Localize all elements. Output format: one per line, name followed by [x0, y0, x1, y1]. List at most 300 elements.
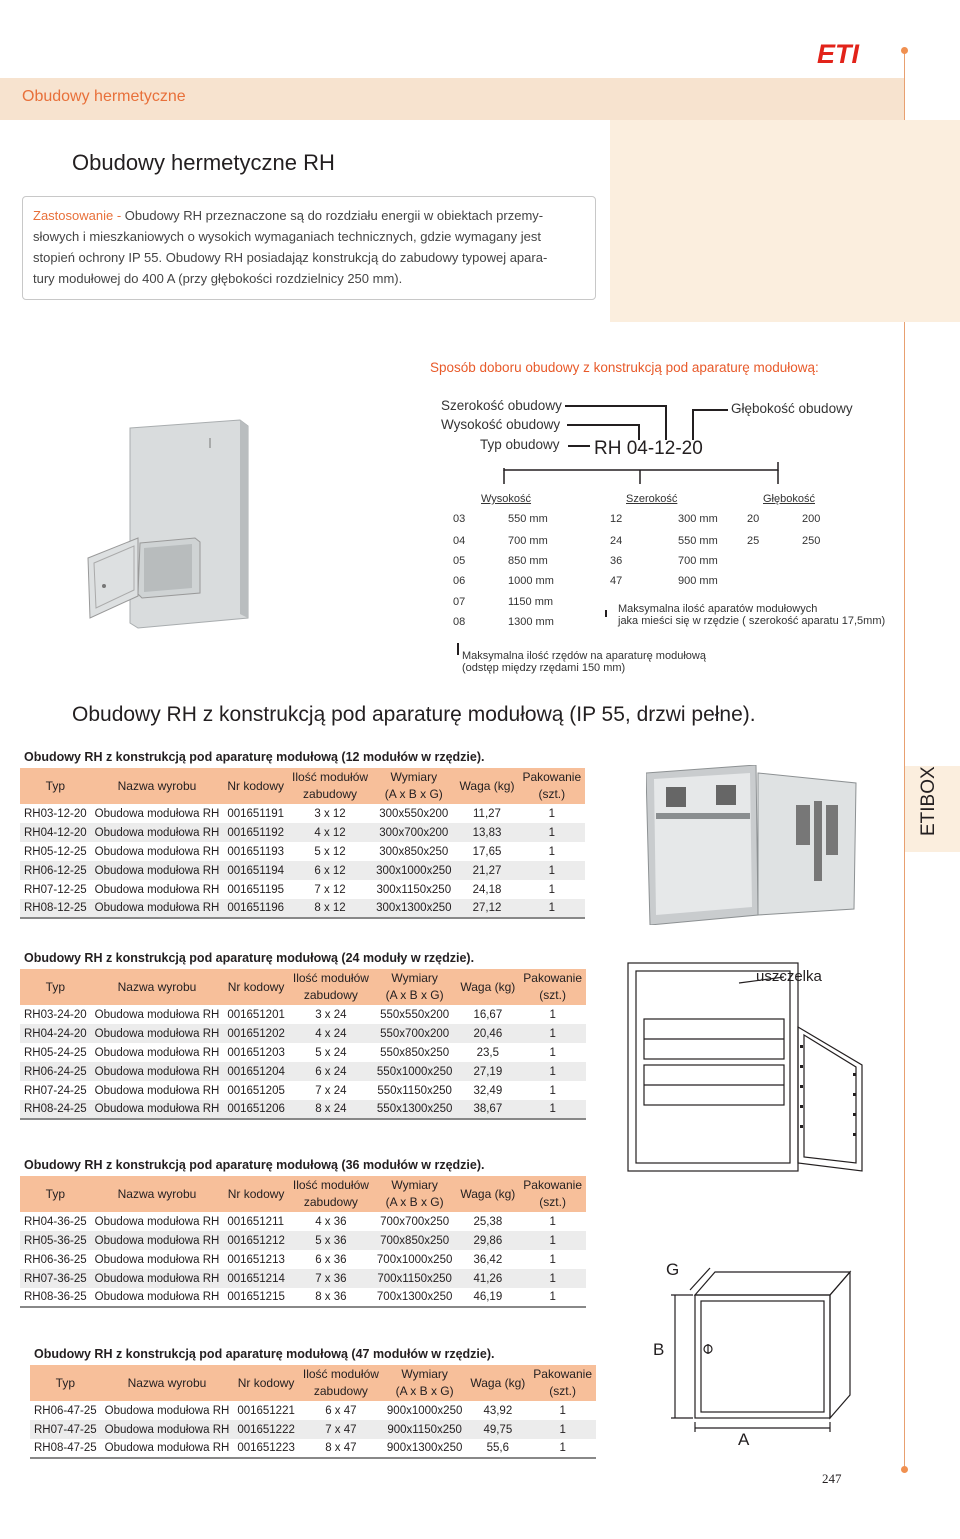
col-nazwa-text: Nazwa wyrobu [117, 979, 197, 994]
rule-dot-top [901, 47, 908, 54]
col-nazwa-cell: Obudowa modułowa RH [91, 880, 224, 899]
height-label: Wysokość obudowy [441, 417, 561, 432]
col-nazwa-cell: Obudowa modułowa RH [91, 861, 224, 880]
col-typ-cell: RH05-36-25 [20, 1231, 91, 1250]
col-pakowanie-text: Pakowanie [523, 971, 582, 985]
col-ilosc [299, 1365, 383, 1401]
col-typ-cell: RH06-36-25 [20, 1250, 91, 1269]
col-wymiary-cell: 300x1000x250 [372, 861, 455, 880]
width-note-1: Maksymalna ilość aparatów modułowych [618, 603, 818, 615]
table-row [20, 1231, 586, 1250]
col-nr-cell: 001651223 [233, 1439, 299, 1458]
section-header: Obudowy hermetyczne [22, 88, 186, 105]
col-pakowanie-cell: 1 [529, 1439, 596, 1458]
col-waga-cell: 24,18 [456, 880, 519, 899]
col-ilosc [289, 969, 373, 1005]
col-wymiary-cell: 550x1000x250 [373, 1062, 456, 1081]
col-waga-cell: 17,65 [456, 842, 519, 861]
col-ilosc-cell: 7 x 47 [299, 1420, 383, 1439]
height-note-1: Maksymalna ilość rzędów na aparaturę modułową [462, 650, 706, 662]
col-nr-cell: 001651222 [233, 1420, 299, 1439]
col-ilosc [288, 768, 372, 804]
col-head-depth: Głębokość [763, 493, 815, 505]
col-nazwa [91, 768, 224, 804]
col-waga [466, 1365, 529, 1401]
col-pakowanie-cell: 1 [518, 861, 585, 880]
col-waga-cell: 29,86 [456, 1231, 519, 1250]
table-row [20, 1081, 586, 1100]
col-typ [30, 1365, 101, 1401]
col-waga-text: Waga (kg) [460, 1186, 516, 1201]
col-pakowanie-cell: 1 [529, 1401, 596, 1420]
col-nazwa-text: Nazwa wyrobu [117, 1186, 197, 1201]
col-pakowanie-cell: 1 [519, 1100, 586, 1119]
col-pakowanie-cell: 1 [519, 1043, 586, 1062]
col-waga-cell: 46,19 [456, 1288, 519, 1307]
table-row [20, 1212, 586, 1231]
col-pakowanie-cell: 1 [519, 1062, 586, 1081]
dim-label-g: G [666, 1260, 680, 1279]
col-ilosc-cell: 8 x 24 [289, 1100, 373, 1119]
width-value: 300 mm [678, 513, 718, 525]
table-row [20, 1062, 586, 1081]
col-waga-text: Waga (kg) [459, 778, 515, 793]
col-pakowanie-cell: 1 [518, 823, 585, 842]
col-pakowanie-cell: 1 [519, 1005, 586, 1024]
col-nazwa-cell: Obudowa modułowa RH [91, 1005, 224, 1024]
col-wymiary [373, 1176, 456, 1212]
col-nr [233, 1365, 299, 1401]
col-waga-cell: 55,6 [466, 1439, 529, 1458]
col-ilosc-text: Ilość modułów [292, 971, 369, 985]
col-nr-text: Nr kodowy [227, 1186, 285, 1201]
col-wymiary-text: Wymiary [401, 1367, 448, 1381]
col-ilosc-cell: 6 x 24 [289, 1062, 373, 1081]
col-pakowanie-text: (szt.) [539, 1195, 566, 1209]
col-head-width: Szerokość [626, 493, 678, 505]
intro-line-2: słowych i mieszkaniowych o wysokich wymaganiach technicznych, gdzie wymagany jest [33, 229, 541, 244]
table-row [20, 861, 585, 880]
table-caption: Obudowy RH z konstrukcją pod aparaturę modułową (36 modułów w rzędzie). [24, 1158, 485, 1172]
height-value: 1000 mm [508, 575, 554, 587]
col-nr-cell: 001651205 [223, 1081, 289, 1100]
col-pakowanie-text: Pakowanie [523, 1178, 582, 1192]
width-note [618, 603, 885, 627]
col-nazwa-cell: Obudowa modułowa RH [101, 1401, 234, 1420]
col-wymiary-cell: 300x1150x250 [372, 880, 455, 899]
col-nazwa [91, 969, 224, 1005]
col-nazwa-cell: Obudowa modułowa RH [91, 1250, 224, 1269]
col-wymiary [372, 768, 455, 804]
col-wymiary [373, 969, 456, 1005]
col-nr-cell: 001651192 [223, 823, 288, 842]
col-nr-cell: 001651201 [223, 1005, 289, 1024]
dim-label-a: A [738, 1430, 750, 1449]
col-typ-text: Typ [45, 979, 65, 994]
col-nazwa-cell: Obudowa modułowa RH [91, 1269, 224, 1288]
width-value: 550 mm [678, 535, 718, 547]
col-waga-cell: 36,42 [456, 1250, 519, 1269]
col-ilosc-text: zabudowy [313, 1384, 368, 1398]
col-wymiary [383, 1365, 466, 1401]
col-wymiary-text: Wymiary [390, 770, 438, 784]
col-waga [456, 768, 519, 804]
col-ilosc-cell: 5 x 24 [289, 1043, 373, 1062]
col-typ-cell: RH08-47-25 [30, 1439, 101, 1458]
col-nr [223, 768, 288, 804]
table-36-modules [20, 1158, 586, 1308]
col-wymiary-cell: 300x700x200 [372, 823, 455, 842]
col-typ-text: Typ [55, 1375, 75, 1390]
col-typ-cell: RH03-24-20 [20, 1005, 91, 1024]
col-ilosc-cell: 5 x 36 [289, 1231, 373, 1250]
table-row [20, 880, 585, 899]
col-typ-cell: RH08-36-25 [20, 1288, 91, 1307]
col-wymiary-cell: 300x550x200 [372, 804, 455, 823]
height-value: 550 mm [508, 513, 548, 525]
col-pakowanie [519, 1176, 586, 1212]
table-row [20, 1005, 586, 1024]
col-nr-text: Nr kodowy [227, 778, 285, 793]
col-nr-cell: 001651203 [223, 1043, 289, 1062]
col-nazwa [101, 1365, 234, 1401]
height-value: 700 mm [508, 535, 548, 547]
col-nr-cell: 001651214 [223, 1269, 289, 1288]
col-nr-cell: 001651194 [223, 861, 288, 880]
col-wymiary-text: (A x B x G) [385, 988, 444, 1002]
col-typ [20, 768, 91, 804]
col-waga-text: Waga (kg) [470, 1375, 526, 1390]
col-typ-cell: RH07-47-25 [30, 1420, 101, 1439]
col-waga-cell: 11,27 [456, 804, 519, 823]
col-nr [223, 1176, 289, 1212]
col-ilosc-cell: 6 x 36 [289, 1250, 373, 1269]
table-caption: Obudowy RH z konstrukcją pod aparaturę modułową (24 moduły w rzędzie). [24, 951, 475, 965]
table-row [20, 1288, 586, 1307]
col-nazwa-cell: Obudowa modułowa RH [101, 1420, 234, 1439]
col-wymiary-cell: 550x1300x250 [373, 1100, 456, 1119]
col-pakowanie-cell: 1 [519, 1231, 586, 1250]
col-ilosc-cell: 8 x 47 [299, 1439, 383, 1458]
col-waga-cell: 13,83 [456, 823, 519, 842]
col-wymiary-cell: 550x700x200 [373, 1024, 456, 1043]
height-note [462, 650, 706, 674]
col-wymiary-text: Wymiary [391, 1178, 438, 1192]
col-wymiary-text: (A x B x G) [384, 787, 443, 801]
col-nazwa-cell: Obudowa modułowa RH [91, 1043, 224, 1062]
height-value: 1300 mm [508, 616, 554, 628]
table-row [30, 1401, 596, 1420]
depth-code: 25 [747, 535, 760, 547]
col-wymiary-text: Wymiary [391, 971, 438, 985]
col-waga-cell: 49,75 [466, 1420, 529, 1439]
col-nr-text: Nr kodowy [237, 1375, 295, 1390]
width-value: 700 mm [678, 555, 718, 567]
col-wymiary-cell: 700x1150x250 [373, 1269, 456, 1288]
col-nazwa [91, 1176, 224, 1212]
page-title: Obudowy hermetyczne RH [72, 150, 335, 175]
intro-line-1: Obudowy RH przeznaczone są do rozdziału energii w obiektach przemy- [124, 208, 544, 223]
table-row [20, 1043, 586, 1062]
col-nazwa-text: Nazwa wyrobu [127, 1375, 207, 1390]
col-ilosc [289, 1176, 373, 1212]
table-row [20, 804, 585, 823]
col-nr-cell: 001651196 [223, 899, 288, 918]
col-nazwa-text: Nazwa wyrobu [117, 778, 197, 793]
col-ilosc-text: Ilość modułów [292, 1178, 369, 1192]
col-nr-cell: 001651202 [223, 1024, 289, 1043]
col-nr-text: Nr kodowy [227, 979, 285, 994]
col-pakowanie-text: Pakowanie [533, 1367, 592, 1381]
table-row [20, 823, 585, 842]
height-code: 04 [453, 535, 466, 547]
col-nazwa-cell: Obudowa modułowa RH [91, 899, 224, 918]
col-pakowanie [518, 768, 585, 804]
col-wymiary-cell: 550x850x250 [373, 1043, 456, 1062]
section-title: Obudowy RH z konstrukcją pod aparaturę modułową (IP 55, drzwi pełne). [72, 703, 756, 726]
table-row [20, 1100, 586, 1119]
col-ilosc-cell: 5 x 12 [288, 842, 372, 861]
height-code: 08 [453, 616, 466, 628]
col-nr-cell: 001651204 [223, 1062, 289, 1081]
col-typ-cell: RH06-12-25 [20, 861, 91, 880]
width-code: 12 [610, 513, 623, 525]
col-ilosc-cell: 7 x 36 [289, 1269, 373, 1288]
col-waga-cell: 25,38 [456, 1212, 519, 1231]
intro-label: Zastosowanie - [33, 208, 125, 223]
col-ilosc-cell: 4 x 12 [288, 823, 372, 842]
col-typ [20, 969, 91, 1005]
table-12-modules [20, 750, 585, 919]
col-typ-cell: RH08-12-25 [20, 899, 91, 918]
col-pakowanie-cell: 1 [519, 1269, 586, 1288]
col-wymiary-cell: 900x1150x250 [383, 1420, 466, 1439]
col-ilosc-cell: 3 x 12 [288, 804, 372, 823]
col-pakowanie-cell: 1 [519, 1024, 586, 1043]
col-waga-cell: 20,46 [456, 1024, 519, 1043]
col-ilosc-cell: 7 x 24 [289, 1081, 373, 1100]
col-nr-cell: 001651193 [223, 842, 288, 861]
col-nazwa-cell: Obudowa modułowa RH [91, 1212, 224, 1231]
col-typ-text: Typ [45, 778, 65, 793]
table-caption: Obudowy RH z konstrukcją pod aparaturę modułową (12 modułów w rzędzie). [24, 750, 485, 764]
col-pakowanie-cell: 1 [518, 880, 585, 899]
col-typ-cell: RH07-36-25 [20, 1269, 91, 1288]
col-nr-cell: 001651191 [223, 804, 288, 823]
col-pakowanie-text: (szt.) [549, 1384, 576, 1398]
col-wymiary-cell: 900x1000x250 [383, 1401, 466, 1420]
intro-line-4: tury modułowej do 400 A (przy głębokości rozdzielnicy 250 mm). [33, 271, 403, 286]
col-pakowanie-cell: 1 [519, 1212, 586, 1231]
col-pakowanie-cell: 1 [519, 1081, 586, 1100]
intro-side-band [610, 120, 960, 322]
width-note-2: jaka mieści się w rzędzie ( szerokość aparatu 17,5mm) [618, 615, 886, 627]
col-head-height: Wysokość [481, 493, 532, 505]
col-pakowanie [519, 969, 586, 1005]
col-nr-cell: 001651195 [223, 880, 288, 899]
eti-logo [817, 38, 863, 73]
col-ilosc-text: zabudowy [303, 1195, 358, 1209]
col-wymiary-cell: 900x1300x250 [383, 1439, 466, 1458]
col-wymiary-cell: 300x850x250 [372, 842, 455, 861]
col-typ [20, 1176, 91, 1212]
col-ilosc-cell: 6 x 47 [299, 1401, 383, 1420]
col-ilosc-cell: 3 x 24 [289, 1005, 373, 1024]
col-nr-cell: 001651212 [223, 1231, 289, 1250]
col-pakowanie-cell: 1 [518, 899, 585, 918]
selection-title: Sposób doboru obudowy z konstrukcją pod aparaturę modułową: [430, 360, 819, 375]
col-nazwa-cell: Obudowa modułowa RH [91, 823, 224, 842]
height-code: 06 [453, 575, 466, 587]
table-24-modules [20, 951, 586, 1120]
intro-box [22, 196, 596, 300]
table-row [30, 1420, 596, 1439]
col-wymiary-cell: 300x1300x250 [372, 899, 455, 918]
height-code: 07 [453, 596, 466, 608]
col-waga-cell: 21,27 [456, 861, 519, 880]
height-value: 1150 mm [508, 596, 554, 608]
col-waga-text: Waga (kg) [460, 979, 516, 994]
col-ilosc-cell: 8 x 36 [289, 1288, 373, 1307]
col-typ-cell: RH04-12-20 [20, 823, 91, 842]
table-row [20, 899, 585, 918]
col-typ-cell: RH03-12-20 [20, 804, 91, 823]
col-ilosc-cell: 8 x 12 [288, 899, 372, 918]
height-value: 850 mm [508, 555, 548, 567]
col-nazwa-cell: Obudowa modułowa RH [101, 1439, 234, 1458]
col-wymiary-text: (A x B x G) [385, 1195, 444, 1209]
height-note-2: (odstęp między rzędami 150 mm) [462, 662, 626, 674]
col-ilosc-text: Ilość modułów [302, 1367, 379, 1381]
dimension-drawing [665, 1260, 875, 1435]
col-wymiary-cell: 700x700x250 [373, 1212, 456, 1231]
intro-line-3: stopień ochrony IP 55. Obudowy RH posiadająz konstrukcją do zabudowy typowej apara- [33, 250, 548, 265]
col-nazwa-cell: Obudowa modułowa RH [91, 1231, 224, 1250]
depth-value: 250 [802, 535, 821, 547]
col-pakowanie-cell: 1 [518, 842, 585, 861]
etibox-tab [905, 766, 960, 852]
col-typ-cell: RH04-24-20 [20, 1024, 91, 1043]
rule-dot-bottom [901, 1466, 908, 1473]
col-nr-cell: 001651221 [233, 1401, 299, 1420]
col-typ-cell: RH06-24-25 [20, 1062, 91, 1081]
col-waga-cell: 43,92 [466, 1401, 529, 1420]
open-enclosure-photo [646, 765, 876, 925]
col-nazwa-cell: Obudowa modułowa RH [91, 1062, 224, 1081]
col-ilosc-text: zabudowy [303, 988, 358, 1002]
page-number: 247 [822, 1471, 842, 1486]
type-label: Typ obudowy [480, 437, 560, 452]
col-waga-cell: 27,19 [456, 1062, 519, 1081]
depth-code: 20 [747, 513, 760, 525]
col-wymiary-text: (A x B x G) [395, 1384, 454, 1398]
etibox-label: ETIBOX [918, 766, 939, 836]
col-pakowanie [529, 1365, 596, 1401]
col-wymiary-cell: 700x850x250 [373, 1231, 456, 1250]
col-waga-cell: 16,67 [456, 1005, 519, 1024]
col-nazwa-cell: Obudowa modułowa RH [91, 1100, 224, 1119]
col-waga-cell: 27,12 [456, 899, 519, 918]
col-pakowanie-cell: 1 [518, 804, 585, 823]
height-code: 03 [453, 513, 466, 525]
col-nr [223, 969, 289, 1005]
col-nazwa-cell: Obudowa modułowa RH [91, 1288, 224, 1307]
gasket-label: uszczelka [756, 968, 822, 985]
col-pakowanie-text: (szt.) [538, 787, 566, 801]
width-code: 36 [610, 555, 623, 567]
col-nr-cell: 001651213 [223, 1250, 289, 1269]
col-typ-cell: RH05-12-25 [20, 842, 91, 861]
depth-label: Głębokość obudowy [731, 401, 853, 416]
col-waga [456, 969, 519, 1005]
col-ilosc-text: Ilość modułów [292, 770, 369, 784]
table-row [20, 1269, 586, 1288]
table-caption: Obudowy RH z konstrukcją pod aparaturę modułową (47 modułów w rzędzie). [34, 1347, 495, 1361]
col-wymiary-cell: 550x1150x250 [373, 1081, 456, 1100]
col-nr-cell: 001651215 [223, 1288, 289, 1307]
col-wymiary-cell: 550x550x200 [373, 1005, 456, 1024]
table-row [20, 1024, 586, 1043]
col-waga-cell: 41,26 [456, 1269, 519, 1288]
col-nr-cell: 001651211 [223, 1212, 289, 1231]
height-code: 05 [453, 555, 466, 567]
table-row [30, 1439, 596, 1458]
col-ilosc-cell: 4 x 24 [289, 1024, 373, 1043]
col-typ-cell: RH08-24-25 [20, 1100, 91, 1119]
col-waga-cell: 23,5 [456, 1043, 519, 1062]
col-pakowanie-cell: 1 [519, 1250, 586, 1269]
table-row [20, 842, 585, 861]
col-pakowanie-text: (szt.) [539, 988, 566, 1002]
col-nazwa-cell: Obudowa modułowa RH [91, 842, 224, 861]
col-nazwa-cell: Obudowa modułowa RH [91, 804, 224, 823]
col-ilosc-cell: 4 x 36 [289, 1212, 373, 1231]
col-ilosc-cell: 7 x 12 [288, 880, 372, 899]
col-nr-cell: 001651206 [223, 1100, 289, 1119]
col-pakowanie-cell: 1 [519, 1288, 586, 1307]
table-row [20, 1250, 586, 1269]
dim-label-b: B [653, 1340, 665, 1359]
col-waga-cell: 32,49 [456, 1081, 519, 1100]
col-pakowanie-text: Pakowanie [522, 770, 582, 784]
col-wymiary-cell: 700x1300x250 [373, 1288, 456, 1307]
enclosure-drawing [624, 955, 874, 1180]
col-nazwa-cell: Obudowa modułowa RH [91, 1024, 224, 1043]
col-ilosc-text: zabudowy [303, 787, 358, 801]
table-47-modules [30, 1347, 596, 1459]
col-typ-cell: RH04-36-25 [20, 1212, 91, 1231]
col-pakowanie-cell: 1 [529, 1420, 596, 1439]
col-ilosc-cell: 6 x 12 [288, 861, 372, 880]
col-waga-cell: 38,67 [456, 1100, 519, 1119]
enclosure-photo [80, 418, 280, 638]
width-code: 47 [610, 575, 623, 587]
code-example: RH 04-12-20 [594, 438, 703, 459]
col-typ-cell: RH07-12-25 [20, 880, 91, 899]
width-label: Szerokość obudowy [441, 398, 562, 413]
col-nazwa-cell: Obudowa modułowa RH [91, 1081, 224, 1100]
col-typ-cell: RH05-24-25 [20, 1043, 91, 1062]
col-typ-text: Typ [45, 1186, 65, 1201]
col-waga [456, 1176, 519, 1212]
depth-value: 200 [802, 513, 821, 525]
logo-text: ETI [817, 39, 860, 68]
width-code: 24 [610, 535, 623, 547]
col-wymiary-cell: 700x1000x250 [373, 1250, 456, 1269]
width-value: 900 mm [678, 575, 718, 587]
col-typ-cell: RH07-24-25 [20, 1081, 91, 1100]
col-typ-cell: RH06-47-25 [30, 1401, 101, 1420]
